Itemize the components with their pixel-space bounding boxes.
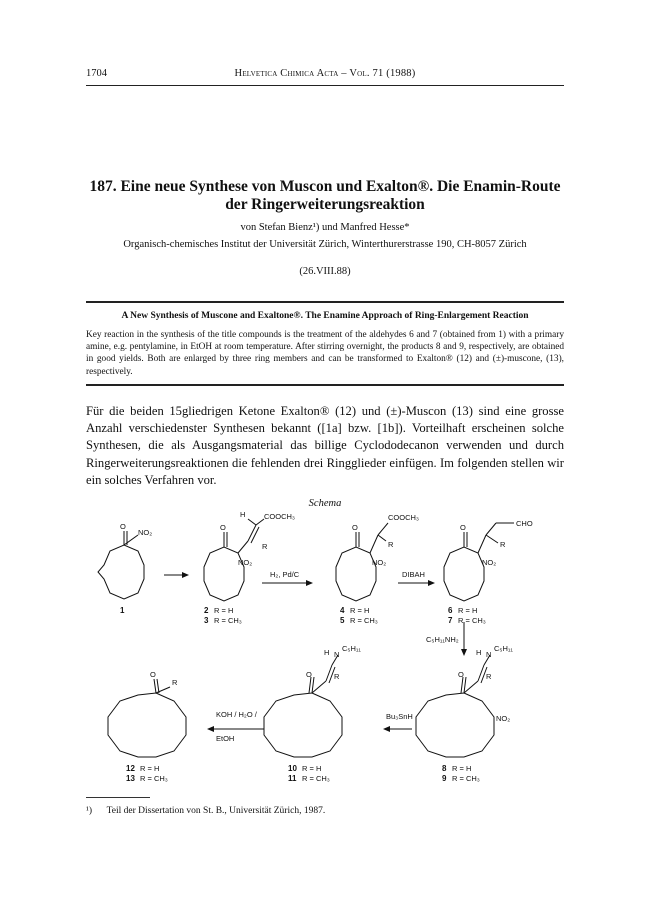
header-rule: [86, 85, 564, 86]
compound-7-sub: R = CH₃: [458, 616, 486, 625]
compound-11-sub: R = CH₃: [302, 774, 330, 783]
c4-r: R: [388, 540, 394, 549]
ring-1: [98, 545, 144, 599]
footnote-text: Teil der Dissertation von St. B., Universität Zürich, 1987.: [106, 806, 326, 816]
c10-c5h11: C₅H₁₁: [342, 644, 361, 653]
c2-r: R: [262, 542, 268, 551]
compound-3-sub: R = CH₃: [214, 616, 242, 625]
abstract-title: A New Synthesis of Muscone and Exaltone®. The Enamine Approach of Ring-Enlargement Reaction: [121, 311, 529, 321]
c8-h: H: [476, 648, 482, 657]
c4-oxygen: O: [352, 523, 358, 532]
reaction-scheme: [86, 505, 564, 790]
c6-r: R: [500, 540, 506, 549]
c4-no2: NO₂: [372, 558, 387, 567]
ring-10: [264, 693, 342, 757]
compound-6: 6: [448, 606, 453, 615]
compound-12-sub: R = H: [140, 764, 160, 773]
c10-h: H: [324, 648, 330, 657]
c6-no2: NO₂: [482, 558, 497, 567]
title-line-2: der Ringerweiterungsreaktion: [225, 196, 425, 213]
compound-1: 1: [120, 606, 125, 615]
reagent-dibah: DIBAH: [402, 570, 425, 579]
compound-7: 7: [448, 616, 453, 625]
reagent-bu3snh: Bu₃SnH: [386, 712, 413, 721]
abstract-bottom-rule: [86, 384, 564, 386]
compound-9-sub: R = CH₃: [452, 774, 480, 783]
compound-10: 10: [288, 764, 297, 773]
body-paragraph: Für die beiden 15gliedrigen Ketone Exalton® (12) und (±)-Muscon (13) sind eine grosse Anzahl verschiedenster Synthesen bekannt ([1a] bzw. [1b]). Vorteilhaft erscheinen solche Synthesen, die als Ausgangsmaterial das billige Cyclododecanon verwenden und durch Ringerweiterungsreaktionen die fehlenden drei Ringglieder einfügen. Im folgenden stellen wir ein solches Verfahren vor.: [86, 404, 564, 487]
c8-n: N: [486, 650, 492, 659]
compound-10-sub: R = H: [302, 764, 322, 773]
footnote-marker: ¹): [86, 806, 93, 816]
running-header: [86, 68, 564, 84]
abstract-text: Key reaction in the synthesis of the title compounds is the treatment of the aldehydes 6 and 7 (obtained from 1) with a primary amine, e.g. pentylamine, in EtOH at room temperature. After stirring overnight, the products 8 and 9, respectively, are obtained in good yields. Both are enlarged by three ring members and can be transformed to Exalton® (12) and (±)-muscone, (13), respectively.: [86, 330, 564, 377]
compound-13-sub: R = CH₃: [140, 774, 168, 783]
c12-r: R: [172, 678, 178, 687]
institution: Organisch-chemisches Institut der Universität Zürich, Winterthurerstrasse 190, CH-8057 Zürich: [123, 239, 527, 250]
compound-4-sub: R = H: [350, 606, 370, 615]
compound-13: 13: [126, 774, 135, 783]
compound-9: 9: [442, 774, 447, 783]
ring-6: [444, 547, 484, 601]
c2-no2: NO₂: [238, 558, 253, 567]
c12-oxygen: O: [150, 670, 156, 679]
reagent-hydrogenation: H₂, Pd/C: [270, 570, 300, 579]
compound-5: 5: [340, 616, 345, 625]
ring-12: [108, 693, 186, 757]
reagent-amine: C₅H₁₁NH₂: [426, 635, 459, 644]
compound-2: 2: [204, 606, 209, 615]
authors: von Stefan Bienz¹) und Manfred Hesse*: [240, 222, 410, 233]
c6-cho: CHO: [516, 519, 533, 528]
compound-12: 12: [126, 764, 135, 773]
compound-3: 3: [204, 616, 209, 625]
compound-2-sub: R = H: [214, 606, 234, 615]
c8-c5h11: C₅H₁₁: [494, 644, 513, 653]
c2-h: H: [240, 510, 246, 519]
c2-oxygen: O: [220, 523, 226, 532]
received-date: (26.VIII.88): [299, 266, 351, 277]
footnote-rule: [86, 797, 150, 798]
ring-8: [416, 693, 494, 757]
c1-no2: NO₂: [138, 528, 153, 537]
c6-oxygen: O: [460, 523, 466, 532]
title-line-1: 187. Eine neue Synthese von Muscon und Exalton®. Die Enamin-Route: [89, 178, 561, 195]
c8-no2: NO₂: [496, 714, 511, 723]
reagent-etoh: EtOH: [216, 734, 235, 743]
c10-r: R: [334, 672, 340, 681]
compound-6-sub: R = H: [458, 606, 478, 615]
c4-cooch3: COOCH₃: [388, 513, 419, 522]
c2-cooch3: COOCH₃: [264, 512, 295, 521]
schema-label: Schema: [308, 498, 342, 509]
abstract-top-rule: [86, 301, 564, 303]
compound-5-sub: R = CH₃: [350, 616, 378, 625]
article-title: [86, 178, 564, 214]
ring-2: [204, 547, 244, 601]
compound-8-sub: R = H: [452, 764, 472, 773]
page-number: 1704: [86, 68, 107, 79]
c10-oxygen: O: [306, 670, 312, 679]
c10-n: N: [334, 650, 340, 659]
reagent-koh: KOH / H₂O /: [216, 710, 257, 719]
journal-name: Helvetica Chimica Acta – Vol. 71 (1988): [234, 68, 416, 79]
footnote: [86, 806, 564, 816]
compound-8: 8: [442, 764, 447, 773]
c1-oxygen: O: [120, 522, 126, 531]
c8-oxygen: O: [458, 670, 464, 679]
compound-4: 4: [340, 606, 345, 615]
c8-r: R: [486, 672, 492, 681]
compound-11: 11: [288, 774, 297, 783]
ring-4: [336, 547, 376, 601]
